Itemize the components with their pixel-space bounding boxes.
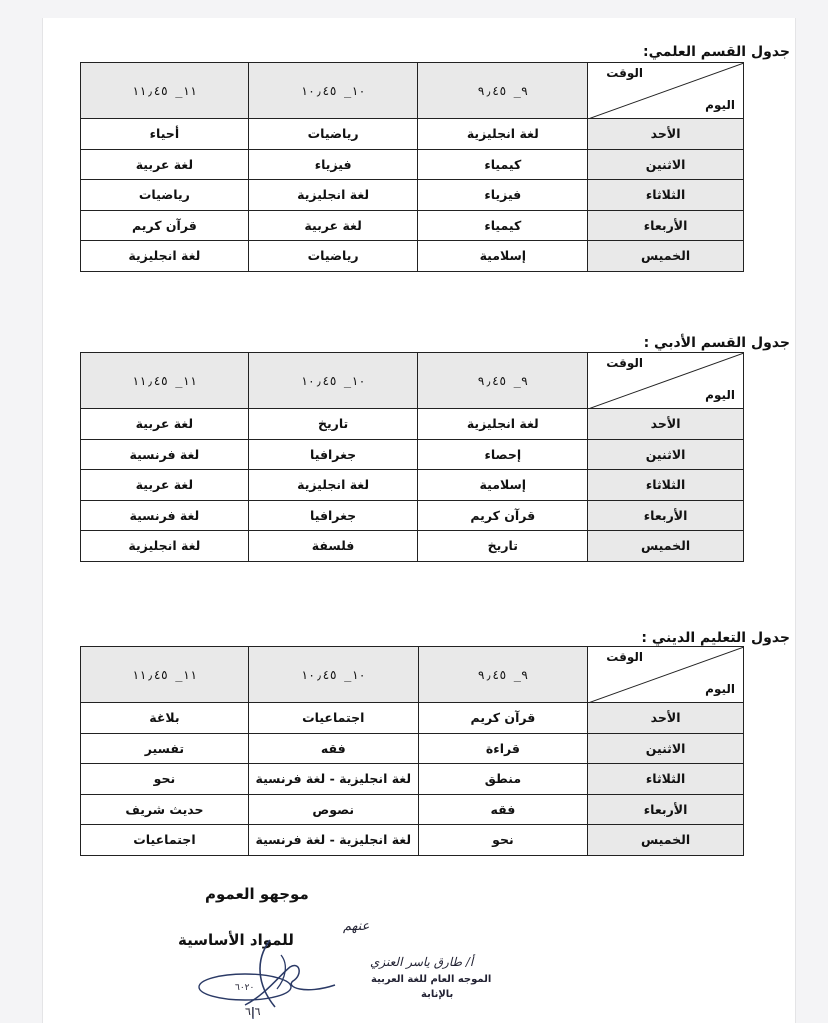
time-label: الوقت	[606, 66, 643, 80]
table-header-row	[81, 647, 744, 703]
corner-header-cell	[588, 647, 744, 703]
day-cell: الثلاثاء	[588, 180, 744, 211]
subject-cell: تاريخ	[248, 409, 418, 440]
day-cell: الخميس	[588, 825, 744, 856]
subject-cell: لغة فرنسية	[81, 500, 249, 531]
subject-cell: قرآن كريم	[418, 500, 588, 531]
table-row	[81, 149, 744, 180]
day-label: اليوم	[705, 388, 735, 402]
table-row	[81, 531, 744, 562]
signature-block	[225, 915, 525, 1020]
table-header-row	[81, 63, 744, 119]
subject-cell: نحو	[81, 764, 249, 795]
day-cell: الاثنين	[588, 439, 744, 470]
subject-cell: أحياء	[81, 119, 249, 150]
subject-cell: إسلامية	[418, 470, 588, 501]
table-row	[81, 794, 744, 825]
subject-cell: كيمياء	[418, 149, 588, 180]
subject-cell: نصوص	[248, 794, 418, 825]
table-row	[81, 241, 744, 272]
subject-cell: إحصاء	[418, 439, 588, 470]
time-label: الوقت	[606, 650, 643, 664]
subject-cell: حديث شريف	[81, 794, 249, 825]
schedule-table	[80, 62, 744, 272]
table-row	[81, 409, 744, 440]
subject-cell: فيزياء	[418, 180, 588, 211]
table-row	[81, 825, 744, 856]
period-header-cell: ١١_ ١١٫٤٥	[81, 353, 249, 409]
subject-cell: فقه	[248, 733, 418, 764]
subject-cell: منطق	[418, 764, 588, 795]
day-cell: الخميس	[588, 531, 744, 562]
subject-cell: كيمياء	[418, 210, 588, 241]
table-row	[81, 210, 744, 241]
subject-cell: جغرافيا	[248, 500, 418, 531]
day-cell: الأحد	[588, 703, 744, 734]
day-cell: الثلاثاء	[588, 470, 744, 501]
section-title: جدول التعليم الديني :	[641, 630, 790, 646]
subject-cell: لغة انجليزية	[81, 241, 249, 272]
day-cell: الأربعاء	[588, 210, 744, 241]
subject-cell: فلسفة	[248, 531, 418, 562]
time-label: الوقت	[606, 356, 643, 370]
table-row	[81, 500, 744, 531]
day-cell: الاثنين	[588, 733, 744, 764]
day-label: اليوم	[705, 98, 735, 112]
period-header-cell: ٩_ ٩٫٤٥	[418, 63, 588, 119]
stamp-number: ٦٠٢٠	[235, 983, 255, 993]
subject-cell: رياضيات	[248, 119, 418, 150]
period-header-cell: ١٠_ ١٠٫٤٥	[248, 353, 418, 409]
day-cell: الخميس	[588, 241, 744, 272]
subject-cell: فقه	[418, 794, 588, 825]
period-header-cell: ٩_ ٩٫٤٥	[418, 353, 588, 409]
subject-cell: لغة انجليزية	[248, 470, 418, 501]
table-header-row	[81, 353, 744, 409]
table-row	[81, 119, 744, 150]
subject-cell: لغة عربية	[248, 210, 418, 241]
subject-cell: رياضيات	[81, 180, 249, 211]
signer-title: الموجه العام للغة العربية	[371, 974, 492, 985]
section-title: جدول القسم العلمي:	[643, 44, 790, 60]
section-title: جدول القسم الأدبي :	[643, 335, 790, 351]
basic-subjects-heading: للمواد الأساسية	[178, 931, 294, 949]
subject-cell: اجتماعيات	[248, 703, 418, 734]
stamp-digits: ٦|٦	[245, 1005, 261, 1018]
supervisors-heading: موجهو العموم	[205, 885, 309, 903]
signer-name: أ/ طارق ياسر العنزي	[370, 955, 474, 969]
day-cell: الأحد	[588, 409, 744, 440]
subject-cell: قراءة	[418, 733, 588, 764]
table-row	[81, 733, 744, 764]
day-cell: الاثنين	[588, 149, 744, 180]
subject-cell: لغة عربية	[81, 149, 249, 180]
subject-cell: لغة انجليزية - لغة فرنسية	[248, 764, 418, 795]
corner-header-cell	[588, 353, 744, 409]
subject-cell: لغة انجليزية	[418, 409, 588, 440]
subject-cell: تفسير	[81, 733, 249, 764]
subject-cell: قرآن كريم	[81, 210, 249, 241]
subject-cell: تاريخ	[418, 531, 588, 562]
subject-cell: رياضيات	[248, 241, 418, 272]
subject-cell: إسلامية	[418, 241, 588, 272]
day-cell: الأربعاء	[588, 794, 744, 825]
subject-cell: اجتماعيات	[81, 825, 249, 856]
subject-cell: قرآن كريم	[418, 703, 588, 734]
subject-cell: فيزياء	[248, 149, 418, 180]
period-header-cell: ٩_ ٩٫٤٥	[418, 647, 588, 703]
table-row	[81, 470, 744, 501]
subject-cell: جغرافيا	[248, 439, 418, 470]
subject-cell: بلاغة	[81, 703, 249, 734]
schedule-table	[80, 646, 744, 856]
table-row	[81, 703, 744, 734]
subject-cell: لغة عربية	[81, 409, 249, 440]
signature-scribble	[185, 915, 355, 1020]
table-row	[81, 439, 744, 470]
signature-note: عنهم	[343, 919, 370, 934]
subject-cell: لغة عربية	[81, 470, 249, 501]
table-row	[81, 764, 744, 795]
subject-cell: لغة فرنسية	[81, 439, 249, 470]
period-header-cell: ١٠_ ١٠٫٤٥	[248, 63, 418, 119]
signer-stage: بالإنابة	[421, 989, 454, 1000]
schedule-table	[80, 352, 744, 562]
day-cell: الثلاثاء	[588, 764, 744, 795]
day-cell: الأربعاء	[588, 500, 744, 531]
day-label: اليوم	[705, 682, 735, 696]
day-cell: الأحد	[588, 119, 744, 150]
corner-header-cell	[588, 63, 744, 119]
subject-cell: نحو	[418, 825, 588, 856]
period-header-cell: ١٠_ ١٠٫٤٥	[248, 647, 418, 703]
period-header-cell: ١١_ ١١٫٤٥	[81, 63, 249, 119]
period-header-cell: ١١_ ١١٫٤٥	[81, 647, 249, 703]
subject-cell: لغة انجليزية	[418, 119, 588, 150]
table-row	[81, 180, 744, 211]
subject-cell: لغة انجليزية - لغة فرنسية	[248, 825, 418, 856]
subject-cell: لغة انجليزية	[81, 531, 249, 562]
subject-cell: لغة انجليزية	[248, 180, 418, 211]
